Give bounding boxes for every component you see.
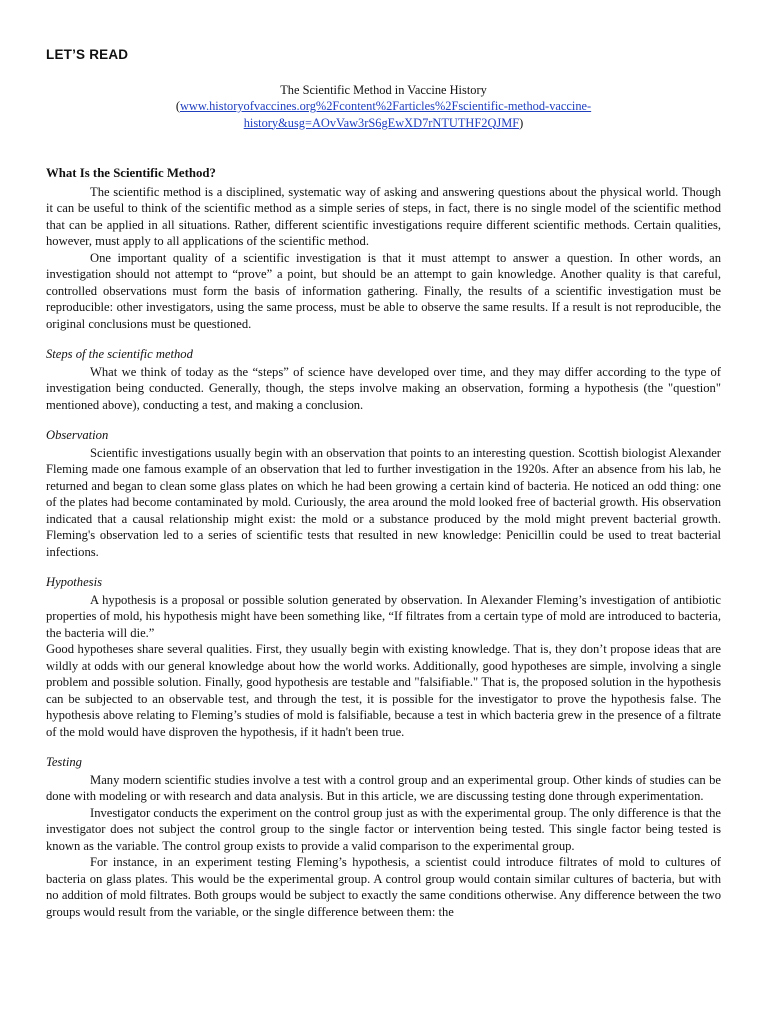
paragraph: Many modern scientific studies involve a test with a control group and an experimental group. Other kinds of studies can be done with modeling or with research and data analysis. But in this article, we are discussing testing done through experimentation. bbox=[46, 772, 721, 803]
lets-read-heading: LET’S READ bbox=[46, 47, 129, 62]
section-title-what-is: What Is the Scientific Method? bbox=[46, 166, 216, 180]
paragraph: The scientific method is a disciplined, systematic way of asking and answering questions about the physical world. Though it can be useful to think of the scientific method as a simple series of steps, in fact, there is no single model of the scientific method that can be applied in all situations. Rather, different scientific investigations require different scientific methods. Certain qualities, however, must apply to all applications of the scientific method. bbox=[46, 184, 721, 248]
article-title-block bbox=[46, 82, 721, 132]
paragraph: What we think of today as the “steps” of science have developed over time, and they may differ according to the type of investigation being conducted. Generally, though, the steps involve making an observation, forming a hypothesis (the "question" mentioned above), conducting a test, and making a conclusion. bbox=[46, 364, 721, 412]
paragraph: One important quality of a scientific investigation is that it must attempt to answer a question. In other words, an investigation should not attempt to “prove” a point, but should be an attempt to gain knowledge. Another quality is that careful, controlled observations must form the basis of information gathering. Finally, the results of a scientific investigation must be reproducible: other investigators, using the same process, must be able to observe the same results. If a result is not reproducible, the original conclusions must be questioned. bbox=[46, 250, 721, 331]
paragraph: A hypothesis is a proposal or possible solution generated by observation. In Alexander Fleming’s investigation of antibiotic properties of mold, his hypothesis might have been something like, “If filtrates from a certain type of mold are introduced to bacteria, the bacteria will die.” bbox=[46, 592, 721, 640]
link-open-paren: ( bbox=[175, 99, 180, 113]
subhead-testing: Testing bbox=[46, 755, 82, 769]
article-title: The Scientific Method in Vaccine History bbox=[280, 82, 487, 97]
source-link[interactable]: www.historyofvaccines.org%2Fcontent%2Farticles%2Fscientific-method-vaccine-history&usg=AOvVaw3rS6gEwXD7rNTUTHF2QJMF bbox=[179, 99, 592, 130]
source-link-line bbox=[46, 98, 721, 131]
paragraph: For instance, in an experiment testing Fleming’s hypothesis, a scientist could introduce filtrates of mold to cultures of bacteria on glass plates. This would be the experimental group. A control group would contain similar cultures of bacteria, but with no addition of mold filtrates. Both groups would be subject to exactly the same conditions otherwise. Any difference between the two groups would result from the variable, or the single difference between them: the bbox=[46, 855, 721, 919]
paragraph: Good hypotheses share several qualities. First, they usually begin with existing knowledge. That is, they don’t propose ideas that are wildly at odds with our general knowledge about how the world works. Additionally, good hypotheses are simple, involving a single problem and possible solution. Finally, good hypothesis are testable and "falsifiable." That is, the proposed solution in the hypothesis can be subjected to an observable test, and through the test, it is possible for the investigator to prove the hypothesis false. The hypothesis above relating to Fleming’s studies of mold is falsifiable, because a test in which bacteria grew in the presence of a filtrate of the mold would have disproven the hypothesis, if it hadn't been true. bbox=[46, 642, 721, 739]
link-close-paren: ) bbox=[519, 115, 524, 130]
subhead-observation: Observation bbox=[46, 428, 109, 442]
subhead-steps: Steps of the scientific method bbox=[46, 347, 193, 361]
paragraph: Investigator conducts the experiment on the control group just as with the experimental group. The only difference is that the investigator does not subject the control group to the single factor or intervention being tested. This single factor being tested is known as the variable. The control group exists to provide a valid comparison to the experimental group. bbox=[46, 805, 721, 853]
subhead-hypothesis: Hypothesis bbox=[46, 575, 102, 589]
paragraph: Scientific investigations usually begin with an observation that points to an interesting question. Scottish biologist Alexander Fleming made one famous example of an observation that led to further investigation in the 1920s. After an absence from his lab, he returned and began to clean some glass plates on which he had been growing a certain kind of bacteria. He noticed an odd thing: one of the plates had become contaminated by mold. Curiously, the area around the mold looked free of bacterial growth. His observation indicated that a causal relationship might exist: the mold or a substance produced by the mold might prevent bacterial growth. Fleming's observation led to a series of scientific tests that resulted in new knowledge: Penicillin could be used to treat bacterial infections. bbox=[46, 445, 721, 559]
